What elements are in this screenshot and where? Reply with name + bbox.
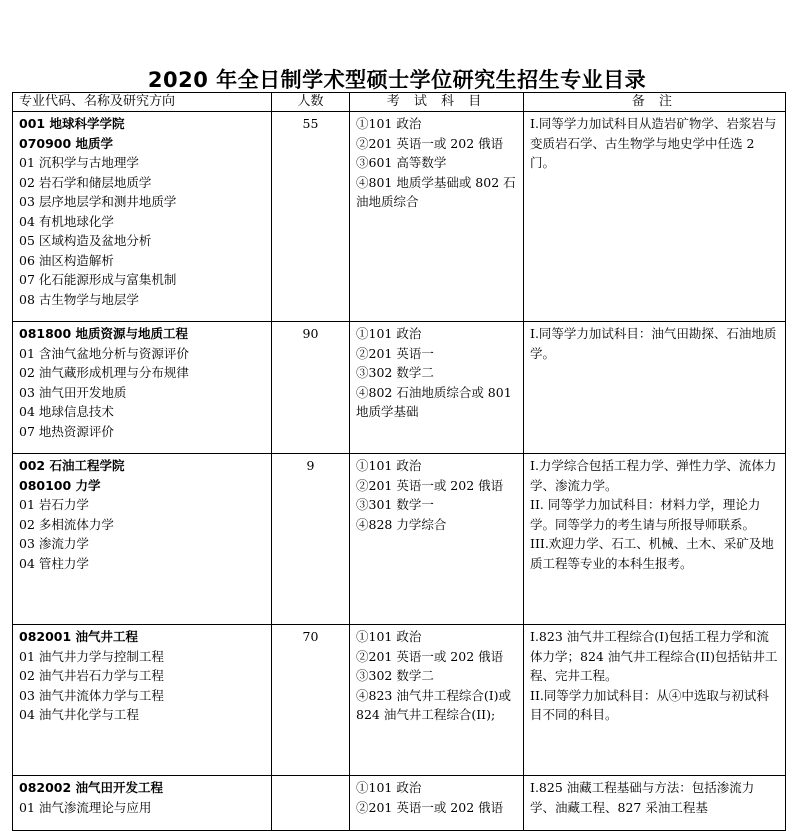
exam-subject: ②201 英语一: [356, 345, 434, 361]
page-title: 2020 年全日制学术型硕士学位研究生招生专业目录: [147, 68, 647, 92]
subjects-cell: [350, 112, 524, 322]
major-cell: [13, 454, 272, 625]
research-direction: 03 层序地层学和测井地质学: [19, 194, 177, 209]
exam-subject: ①101 政治: [356, 458, 422, 473]
table-row: [13, 112, 786, 322]
table-header-row: [13, 93, 786, 112]
enrollment-count: 70: [272, 625, 350, 776]
remark-text: II. 同等学力加试科目：材料力学，理论力学。同等学力的考生请与所报导师联系。: [530, 497, 761, 532]
table-row: [13, 322, 786, 454]
subjects-cell: [350, 776, 524, 831]
research-direction: 02 岩石学和储层地质学: [19, 174, 152, 190]
college-name: 001 地球科学学院: [19, 116, 125, 131]
subjects-cell: [350, 625, 524, 776]
remark-text: I.825 油藏工程基础与方法：包括渗流力学、油藏工程、827 采油工程基: [530, 780, 755, 815]
research-direction: 04 地球信息技术: [19, 404, 114, 419]
major-name: 081800 地质资源与地质工程: [19, 326, 189, 341]
remark-text: I.823 油气井工程综合(I)包括工程力学和流体力学；824 油气井工程综合(II)包括钻井工程、完井工程。: [530, 629, 778, 683]
table-row: [13, 454, 786, 625]
exam-subject: ①101 政治: [356, 629, 422, 644]
exam-subject: ③302 数学二: [356, 668, 434, 683]
research-direction: 04 有机地球化学: [19, 213, 114, 229]
research-direction: 04 油气井化学与工程: [19, 707, 139, 722]
remark-text: I.同等学力加试科目：油气田勘探、石油地质学。: [530, 326, 777, 361]
research-direction: 04 管柱力学: [19, 555, 89, 571]
remarks-cell: [524, 112, 786, 322]
research-direction: 08 古生物学与地层学: [19, 291, 139, 307]
exam-subject: ④828 力学综合: [356, 516, 447, 532]
research-direction: 01 含油气盆地分析与资源评价: [19, 345, 189, 361]
research-direction: 02 油气藏形成机理与分布规律: [19, 365, 189, 380]
remark-text: I.力学综合包括工程力学、弹性力学、流体力学、渗流力学。: [530, 458, 777, 493]
exam-subject: ④801 地质学基础或 802 石油地质综合: [356, 174, 516, 209]
remark-text: II.同等学力加试科目：从④中选取与初试科目不同的科目。: [530, 687, 769, 722]
exam-subject: ③601 高等数学: [356, 155, 447, 170]
remark-text: I.同等学力加试科目从造岩矿物学、岩浆岩与变质岩石学、古生物学与地史学中任选 2 门。: [530, 116, 777, 170]
research-direction: 07 地热资源评价: [19, 423, 114, 439]
research-direction: 07 化石能源形成与富集机制: [19, 272, 177, 287]
subjects-cell: [350, 322, 524, 454]
major-cell: [13, 625, 272, 776]
research-direction: 01 油气渗流理论与应用: [19, 799, 152, 815]
exam-subject: ③302 数学二: [356, 365, 434, 380]
exam-subject: ②201 英语一或 202 俄语: [356, 135, 504, 151]
header-major: 专业代码、名称及研究方向: [13, 93, 272, 112]
major-cell: [13, 112, 272, 322]
exam-subject: ②201 英语一或 202 俄语: [356, 799, 504, 815]
table-row: [13, 776, 786, 831]
research-direction: 02 油气井岩石力学与工程: [19, 668, 164, 683]
subjects-cell: [350, 454, 524, 625]
exam-subject: ④802 石油地质综合或 801 地质学基础: [356, 384, 512, 419]
research-direction: 03 油气田开发地质: [19, 384, 127, 400]
research-direction: 02 多相流体力学: [19, 516, 114, 532]
major-name: 082001 油气井工程: [19, 629, 139, 644]
college-name: 002 石油工程学院: [19, 458, 125, 473]
major-cell: [13, 322, 272, 454]
header-remarks: 备 注: [524, 93, 786, 112]
header-count: 人数: [272, 93, 350, 112]
major-cell: [13, 776, 272, 831]
research-direction: 01 油气井力学与控制工程: [19, 648, 164, 664]
major-name: 080100 力学: [19, 477, 101, 493]
exam-subject: ①101 政治: [356, 326, 422, 341]
research-direction: 05 区域构造及盆地分析: [19, 233, 152, 248]
table-row: [13, 625, 786, 776]
remarks-cell: [524, 776, 786, 831]
exam-subject: ④823 油气井工程综合(I)或 824 油气井工程综合(II);: [356, 687, 512, 722]
remarks-cell: [524, 454, 786, 625]
exam-subject: ②201 英语一或 202 俄语: [356, 477, 504, 493]
header-subjects: 考 试 科 目: [350, 93, 524, 112]
enrollment-count: 55: [272, 112, 350, 322]
major-catalog-table: [12, 92, 786, 831]
research-direction: 03 渗流力学: [19, 536, 89, 551]
research-direction: 01 岩石力学: [19, 497, 89, 512]
enrollment-count: [272, 776, 350, 831]
research-direction: 03 油气井流体力学与工程: [19, 687, 164, 703]
exam-subject: ①101 政治: [356, 116, 422, 131]
major-name: 070900 地质学: [19, 135, 114, 151]
research-direction: 06 油区构造解析: [19, 252, 114, 268]
remark-text: III.欢迎力学、石工、机械、土木、采矿及地质工程等专业的本科生报考。: [530, 536, 774, 571]
exam-subject: ①101 政治: [356, 780, 422, 795]
remarks-cell: [524, 625, 786, 776]
remarks-cell: [524, 322, 786, 454]
enrollment-count: 9: [272, 454, 350, 625]
research-direction: 01 沉积学与古地理学: [19, 155, 139, 170]
exam-subject: ③301 数学一: [356, 497, 434, 512]
enrollment-count: 90: [272, 322, 350, 454]
exam-subject: ②201 英语一或 202 俄语: [356, 648, 504, 664]
major-name: 082002 油气田开发工程: [19, 780, 164, 795]
